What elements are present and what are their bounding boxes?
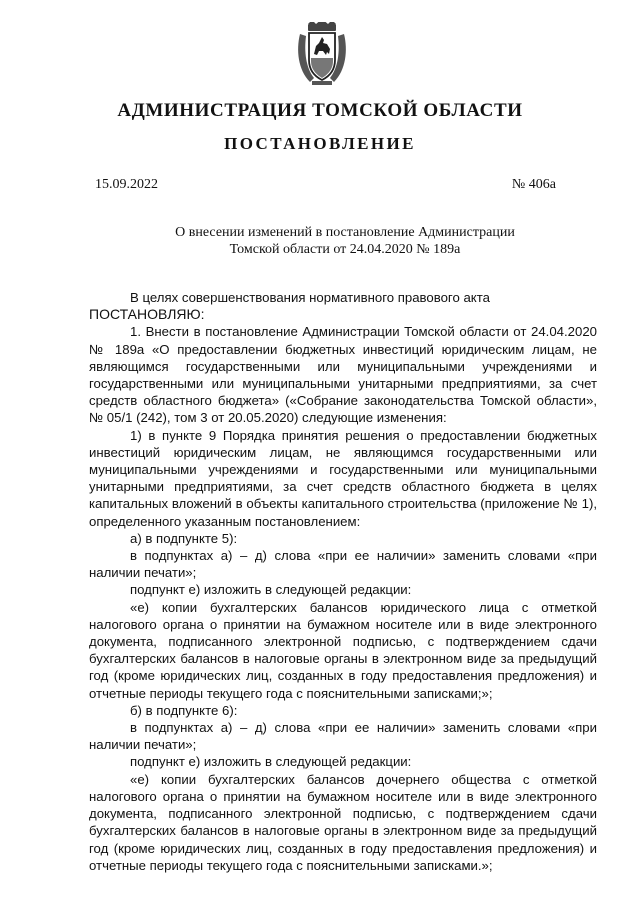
paragraph-7: б) в подпункте 6): <box>130 702 238 718</box>
paragraph-6: «е) копии бухгалтерских балансов юридического лица с отметкой налогового органа о принятии на бумажном носителе или в виде электронного документа, подписанного электронной подписью, с подтверждением сдачи бухгалтерских балансов в налоговые органы в электронном виде за предыдущий год (кроме юридических лиц, созданных в году предоставления предложения) и отчетные периоды текущего года с пояснительными записками;»; <box>89 599 597 701</box>
subject-line-1: О внесении изменений в постановление Администрации <box>175 225 515 240</box>
paragraph-1: 1. Внести в постановление Администрации Томской области от 24.04.2020 № 189а «О предоставлении бюджетных инвестиций юридическим лицам, не являющимся государственными или муниципальными учреждениями и государственными или муниципальными унитарными предприятиями, за счет средств областного бюджета» («Собрание законодательства Томской области», № 05/1 (242), том 3 от 20.05.2020) следующие изменения: <box>89 324 597 426</box>
document-date: 15.09.2022 <box>95 177 158 192</box>
subject-line-2: Томской области от 24.04.2020 № 189а <box>229 242 461 257</box>
paragraph-9: подпункт е) изложить в следующей редакции: <box>130 754 412 770</box>
coat-of-arms-icon <box>296 22 348 88</box>
paragraph-10: «е) копии бухгалтерских балансов дочернего общества с отметкой налогового органа о принятии на бумажном носителе или в виде электронного документа, подписанного электронной подписью, с подтверждением сдачи бухгалтерских балансов в налоговые органы в электронном виде за предыдущий год (кроме юридических лиц, созданных в году предоставления предложения) и отчетные периоды текущего года с пояснительными записками.»; <box>89 771 597 873</box>
document-type: ПОСТАНОВЛЕНИЕ <box>224 134 416 153</box>
decree-word: ПОСТАНОВЛЯЮ: <box>89 306 205 323</box>
intro-paragraph: В целях совершенствования нормативного правового акта <box>130 290 490 305</box>
document-subject <box>130 224 560 258</box>
paragraph-5: подпункт е) изложить в следующей редакции: <box>130 582 412 598</box>
organization-title: АДМИНИСТРАЦИЯ ТОМСКОЙ ОБЛАСТИ <box>117 100 523 121</box>
paragraph-3: а) в подпункте 5): <box>130 530 238 546</box>
paragraph-4: в подпунктах а) – д) слова «при ее наличии» заменить словами «при наличии печати»; <box>89 548 597 581</box>
document-number: № 406а <box>511 177 556 192</box>
paragraph-8: в подпунктах а) – д) слова «при ее наличии» заменить словами «при наличии печати»; <box>89 720 597 753</box>
paragraph-2: 1) в пункте 9 Порядка принятия решения о предоставлении бюджетных инвестиций юридическим лицам, не являющимся государственными или муниципальными учреждениями и государственными или муниципальными унитарными предприятиями, за счет средств областного бюджета в целях капитальных вложений в объекты капитального строительства (приложение № 1), определенного указанным постановлением: <box>89 427 597 529</box>
document-body <box>89 289 597 874</box>
